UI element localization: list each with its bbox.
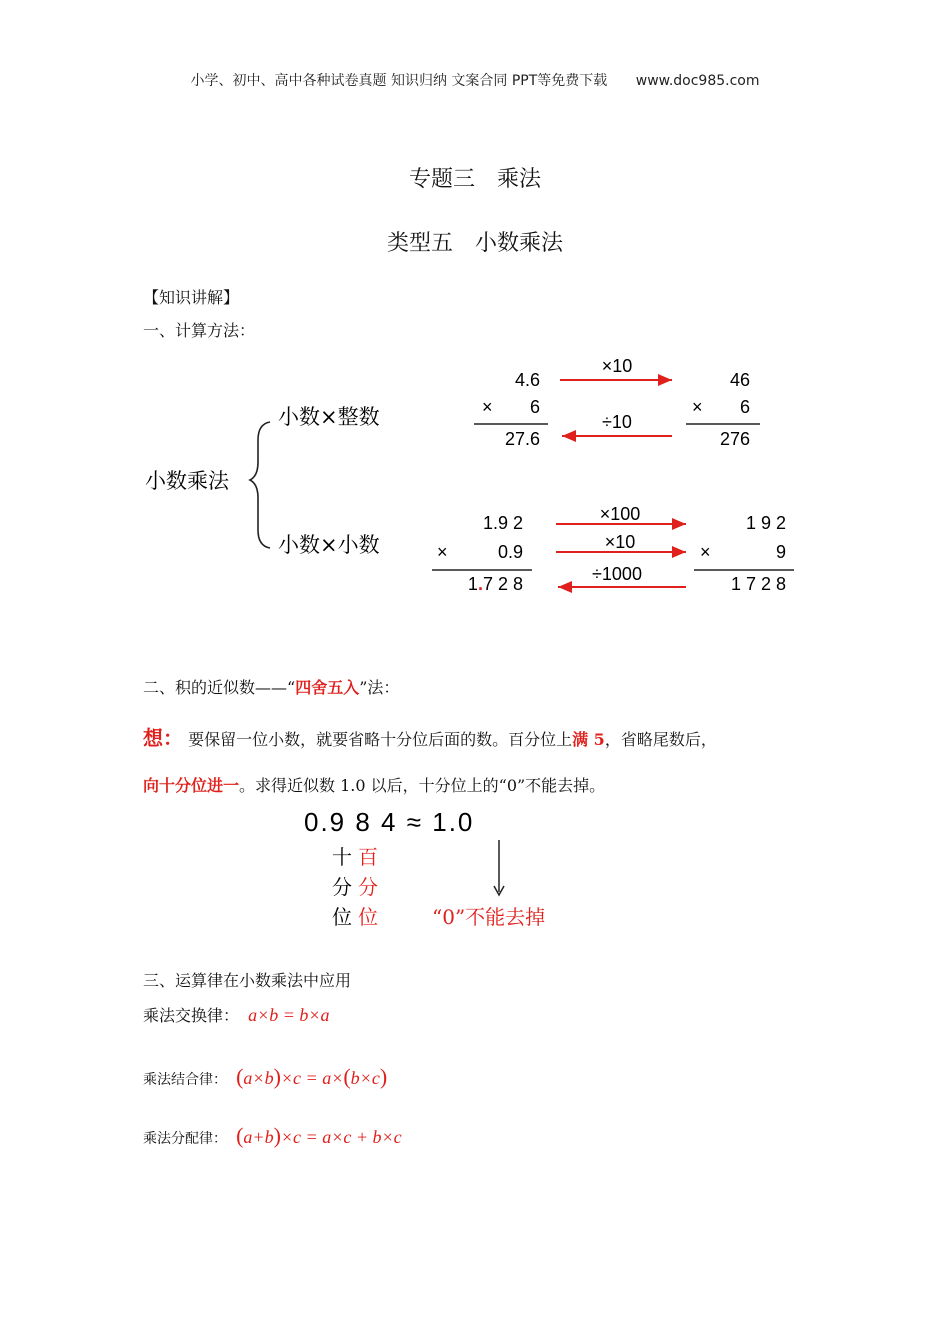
ex2-product <box>468 574 523 594</box>
section2-heading-post: ”法： <box>359 678 400 697</box>
tree-brace <box>250 422 270 548</box>
approx-diagram <box>0 800 950 940</box>
law3-label: 乘法分配律： <box>143 1131 227 1147</box>
think-line2-post: 。求得近似数 1.0 以后，十分位上的“0”不能去掉。 <box>239 776 606 795</box>
tree-branch-dec: 小数×小数 <box>278 533 380 557</box>
law-commutative <box>143 1003 330 1026</box>
law1-formula: a×b = b×a <box>248 1005 330 1025</box>
section2-heading-red: 四舍五入 <box>295 678 360 697</box>
ex2-int-multiplier: 9 <box>775 542 786 562</box>
ex2-op-back: ÷1000 <box>592 564 642 584</box>
ex2-times-symbol: × <box>437 542 448 562</box>
ex1-int-times-symbol: × <box>692 397 703 417</box>
ex1-multiplicand: 4.6 <box>514 370 540 390</box>
page-header <box>0 70 950 90</box>
zero-note: “0”不能去掉 <box>432 905 546 929</box>
think-line-2 <box>143 773 605 796</box>
law2-label: 乘法结合律： <box>143 1072 227 1088</box>
approx-expression: 0.9 8 4 ≈ 1.0 <box>304 807 475 837</box>
section2-heading <box>143 675 399 698</box>
law2-formula: (a×b)×c = a×(b×c) <box>236 1064 388 1089</box>
ex2-int-multiplicand: 1 9 2 <box>745 513 786 533</box>
think-line1-red: 满 5 <box>572 730 605 749</box>
tree-branch-int: 小数×整数 <box>278 405 380 429</box>
ex2-int-times-symbol: × <box>700 542 711 562</box>
section3-heading: 三、运算律在小数乘法中应用 <box>143 971 352 990</box>
think-line2-red: 向十分位进一 <box>143 776 240 795</box>
place-col2-1: 百 <box>358 845 378 869</box>
ex1-op-forward: ×10 <box>601 356 633 376</box>
ex1-op-back: ÷10 <box>602 412 632 432</box>
law-distributive <box>143 1123 402 1149</box>
calc-method-diagram <box>0 340 950 610</box>
place-col1-1: 十 <box>332 845 352 869</box>
ex1-int-multiplier: 6 <box>739 397 750 417</box>
knowledge-label: 【知识讲解】 <box>143 288 240 307</box>
ex1-multiplier: 6 <box>529 397 540 417</box>
law3-formula: (a+b)×c = a×c + b×c <box>236 1123 402 1148</box>
page-subtitle: 类型五 小数乘法 <box>386 231 563 256</box>
ex2-op1: ×100 <box>599 504 641 524</box>
ex2-product-dot: . <box>477 574 483 594</box>
place-col1-2: 分 <box>332 875 352 899</box>
think-line1-pre: 要保留一位小数，就要省略十分位后面的数。百分位上 <box>188 730 573 749</box>
tree-root-label: 小数乘法 <box>145 469 229 493</box>
ex1-int-multiplicand: 46 <box>729 370 750 390</box>
think-line-1 <box>143 722 717 751</box>
header-site-link[interactable]: www.doc985.com <box>635 73 760 89</box>
ex2-int-product: 1 7 2 8 <box>730 574 786 594</box>
place-col1-3: 位 <box>332 905 352 929</box>
ex1-product: 27.6 <box>504 429 540 449</box>
ex2-op2: ×10 <box>604 532 636 552</box>
section1-heading: 一、计算方法： <box>143 321 256 340</box>
ex1-int-product: 276 <box>719 429 750 449</box>
place-col2-3: 位 <box>358 905 378 929</box>
think-line1-post: ，省略尾数后， <box>604 730 717 749</box>
ex1-times-symbol: × <box>482 397 493 417</box>
place-col2-2: 分 <box>358 875 378 899</box>
ex2-product-rest: 7 2 8 <box>482 574 523 594</box>
ex2-multiplicand: 1.9 2 <box>482 513 523 533</box>
page-title: 专题三 乘法 <box>408 167 541 192</box>
section2-heading-pre: 二、积的近似数——“ <box>143 678 296 697</box>
ex2-product-int: 1 <box>467 574 478 594</box>
law-associative <box>143 1064 387 1090</box>
ex2-multiplier: 0.9 <box>497 542 523 562</box>
think-label: 想： <box>143 726 183 750</box>
law1-label: 乘法交换律： <box>143 1006 240 1025</box>
header-text: 小学、初中、高中各种试卷真题 知识归纳 文案合同 PPT等免费下载 <box>190 73 608 89</box>
